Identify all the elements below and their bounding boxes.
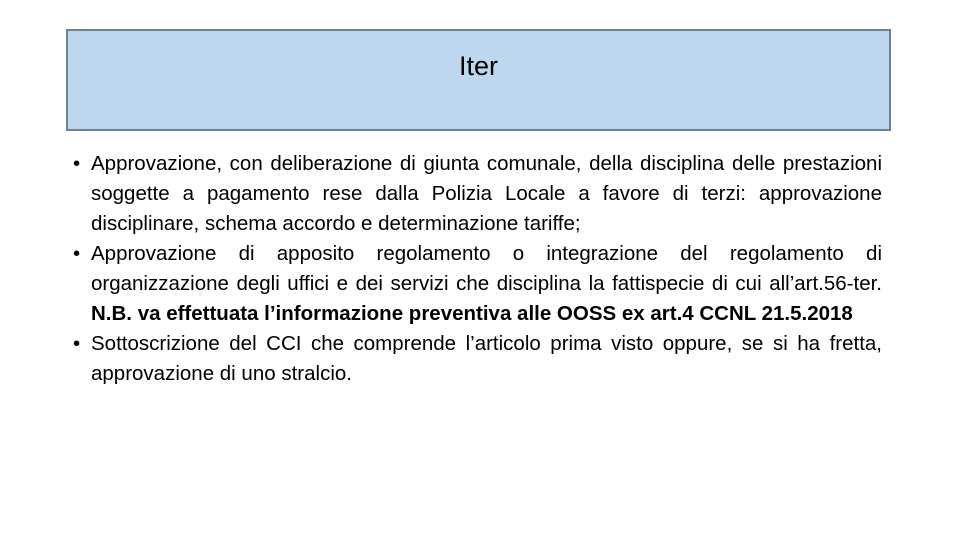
bullet-icon: • — [73, 242, 81, 265]
bullet-bold-note: N.B. va effettuata l’informazione preventiva alle OOSS ex art.4 CCNL 21.5.2018 — [91, 302, 853, 325]
title-box — [66, 29, 891, 131]
bullet-text: Approvazione, con deliberazione di giunta comunale, della disciplina delle prestazioni soggette a pagamento rese dalla Polizia Locale a favore di terzi: approvazione disciplinare, schema accordo e determinazione tariffe; — [91, 152, 882, 235]
slide-title: Iter — [458, 51, 498, 81]
bullet-text: Sottoscrizione del CCI che comprende l’articolo prima visto oppure, se si ha fretta, approvazione di uno stralcio. — [91, 332, 882, 385]
bullet-text: Approvazione di apposito regolamento o integrazione del regolamento di organizzazione degli uffici e dei servizi che disciplina la fattispecie di cui all’art.56-ter. — [91, 242, 882, 295]
bullet-icon: • — [73, 152, 81, 175]
bullet-item-3 — [70, 329, 882, 389]
bullet-item-1 — [70, 149, 882, 239]
bullet-item-2 — [70, 239, 882, 329]
bullet-list — [70, 149, 882, 389]
bullet-icon: • — [73, 332, 81, 355]
